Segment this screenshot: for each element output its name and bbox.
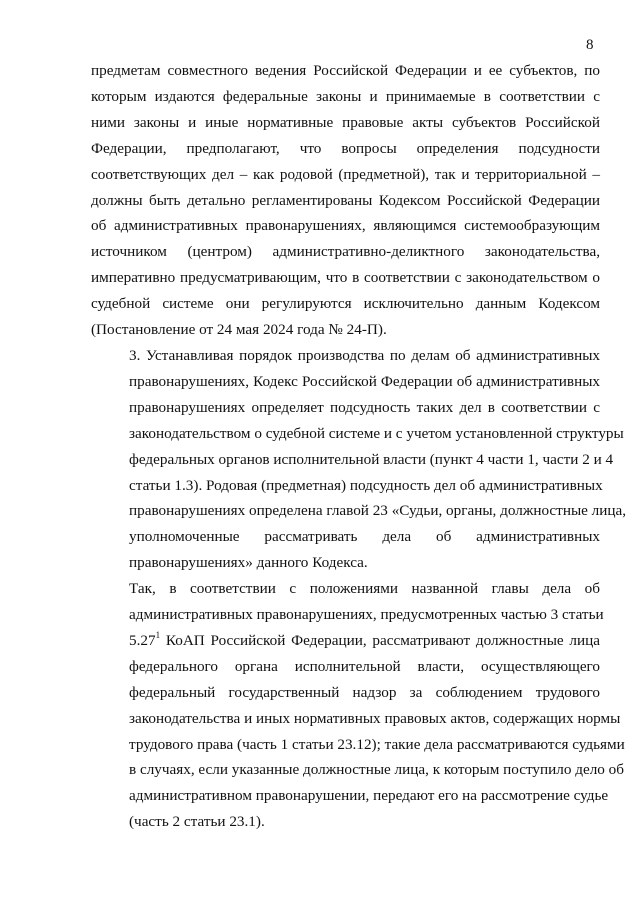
text-line-with-superscript — [91, 628, 600, 654]
text-line: Так, в соответствии с положениями названной главы дела об — [129, 580, 600, 598]
text-line: законодательства и иных нормативных правовых актов, содержащих нормы — [129, 709, 621, 727]
text-line: (Постановление от 24 мая 2024 года № 24-П). — [91, 321, 387, 339]
text-line: судебной системе они регулируются исключительно данным Кодексом — [91, 295, 600, 313]
text-line: предметам совместного ведения Российской Федерации и ее субъектов, по — [91, 62, 600, 79]
text-line: федерального органа исполнительной власти, осуществляющего — [129, 657, 600, 675]
paragraph-labor-cases — [91, 576, 625, 835]
text-line: в случаях, если указанные должностные лица, к которым поступило дело об — [129, 761, 624, 779]
text-line: Федерации, предполагают, что вопросы определения подсудности — [91, 139, 600, 157]
text-line: уполномоченные рассматривать дела об административных — [129, 528, 600, 546]
document-body — [91, 58, 627, 835]
text-line: об административных правонарушениях, являющимся системообразующим — [91, 217, 600, 235]
text-line: административном правонарушении, передают его на рассмотрение судье — [129, 787, 609, 805]
text-line: 3. Устанавливая порядок производства по делам об административных — [129, 346, 600, 364]
paragraph-section-3 — [91, 343, 627, 576]
text-line: трудового права (часть 1 статьи 23.12); такие дела рассматриваются судьями — [129, 735, 625, 753]
text-line: должны быть детально регламентированы Кодексом Российской Федерации — [91, 191, 600, 209]
text-line: императивно предусматривающим, что в соответствии с законодательством о — [91, 269, 600, 287]
text-line: статьи 1.3). Родовая (предметная) подсудность дел об административных — [129, 476, 603, 494]
article-number: 5.27 — [129, 631, 156, 649]
text-line: правонарушениях определена главой 23 «Судьи, органы, должностные лица, — [129, 502, 627, 520]
text-line: административных правонарушениях, предусмотренных частью 3 статьи — [129, 606, 604, 624]
text-line: законодательством о судебной системе и с учетом установленной структуры — [129, 424, 624, 442]
text-line: которым издаются федеральные законы и принимаемые в соответствии с — [91, 87, 600, 105]
paragraph-jurisdiction-intro — [91, 58, 600, 343]
text-line: правонарушениях» данного Кодекса. — [129, 554, 368, 572]
line-remainder: КоАП Российской Федерации, рассматривают должностные лица — [160, 631, 600, 649]
text-line: федеральных органов исполнительной власти (пункт 4 части 1, части 2 и 4 — [129, 450, 614, 468]
article-superscript: 1 — [155, 629, 161, 640]
text-line: федеральный государственный надзор за соблюдением трудового — [129, 683, 600, 701]
text-line: источником (центром) административно-деликтного законодательства, — [91, 243, 600, 261]
text-line: правонарушениях определяет подсудность таких дел в соответствии с — [129, 398, 600, 416]
text-line: соответствующих дел – как родовой (предметной), так и территориальной – — [91, 165, 600, 183]
page-number: 8 — [586, 37, 594, 53]
text-line: (часть 2 статьи 23.1). — [129, 813, 265, 831]
text-line: ними законы и иные нормативные правовые акты субъектов Российской — [91, 113, 600, 131]
text-line: правонарушениях, Кодекс Российской Федерации об административных — [129, 372, 600, 390]
